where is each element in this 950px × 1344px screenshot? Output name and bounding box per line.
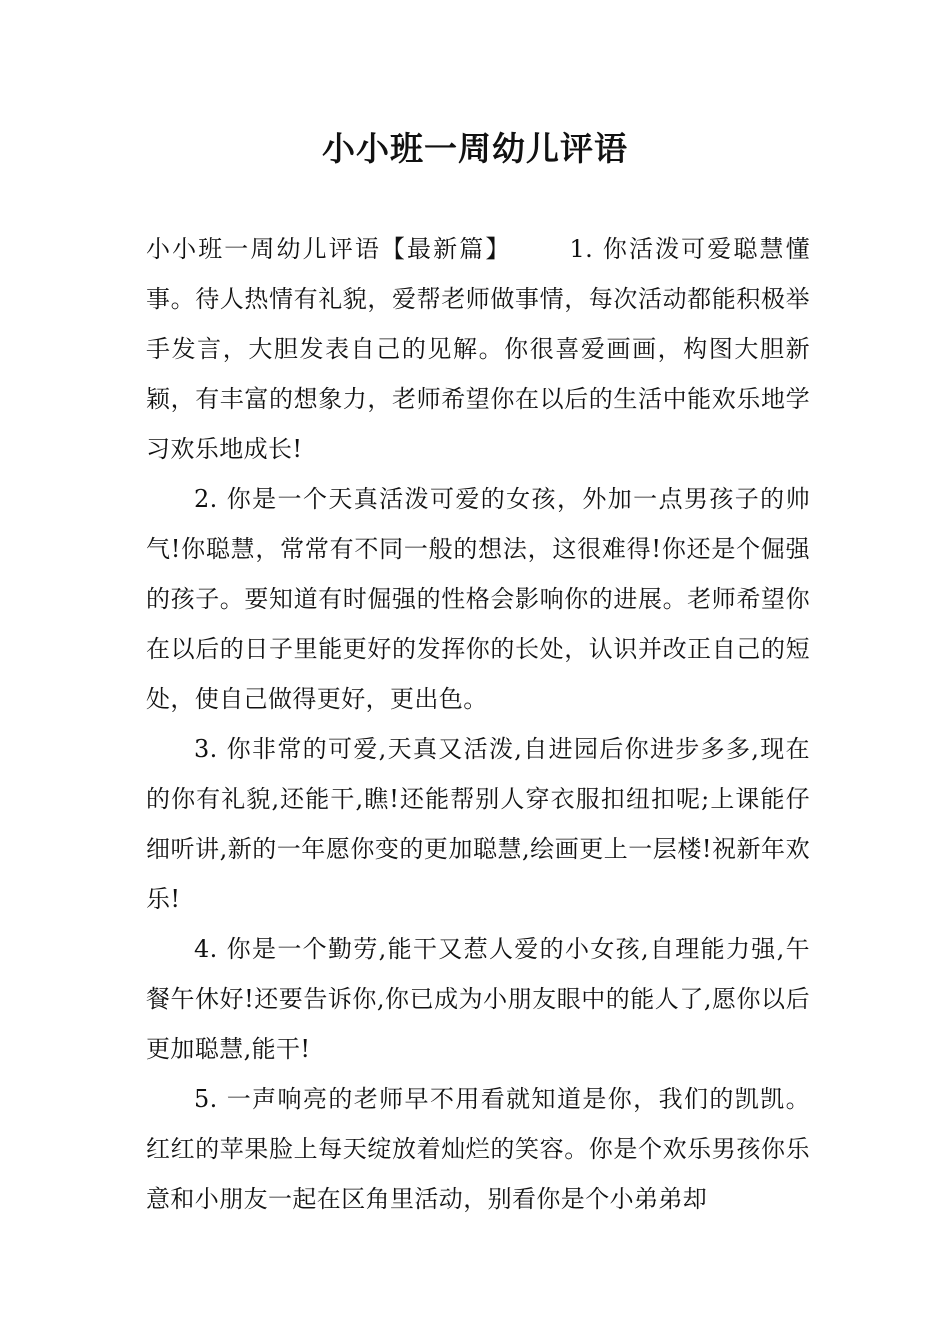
document-body [146,224,810,1224]
paragraph-1 [146,224,810,474]
paragraph-2: 2. 你是一个天真活泼可爱的女孩，外加一点男孩子的帅气!你聪慧，常常有不同一般的想法，这很难得!你还是个倔强的孩子。要知道有时倔强的性格会影响你的进展。老师希望你在以后的日子里能更好的发挥你的长处，认识并改正自己的短处，使自己做得更好，更出色。 [146,485,810,713]
paragraph-1-text: 1. 你活泼可爱聪慧懂事。待人热情有礼貌，爱帮老师做事情，每次活动都能积极举手发言，大胆发表自己的见解。你很喜爱画画，构图大胆新颖，有丰富的想象力，老师希望你在以后的生活中能欢乐地学习欢乐地成长! [146,235,810,463]
intro-heading: 小小班一周幼儿评语【最新篇】 [146,235,512,263]
paragraph-5: 5. 一声响亮的老师早不用看就知道是你，我们的凯凯。红红的苹果脸上每天绽放着灿烂的笑容。你是个欢乐男孩你乐意和小朋友一起在区角里活动，别看你是个小弟弟却 [146,1085,810,1213]
paragraph-4: 4. 你是一个勤劳,能干又惹人爱的小女孩,自理能力强,午餐午休好!还要告诉你,你已成为小朋友眼中的能人了,愿你以后更加聪慧,能干! [146,935,810,1063]
document-title: 小小班一周幼儿评语 [322,129,628,168]
paragraph-3: 3. 你非常的可爱,天真又活泼,自进园后你进步多多,现在的你有礼貌,还能干,瞧!还能帮别人穿衣服扣纽扣呢;上课能仔细听讲,新的一年愿你变的更加聪慧,绘画更上一层楼!祝新年欢乐! [146,735,810,913]
